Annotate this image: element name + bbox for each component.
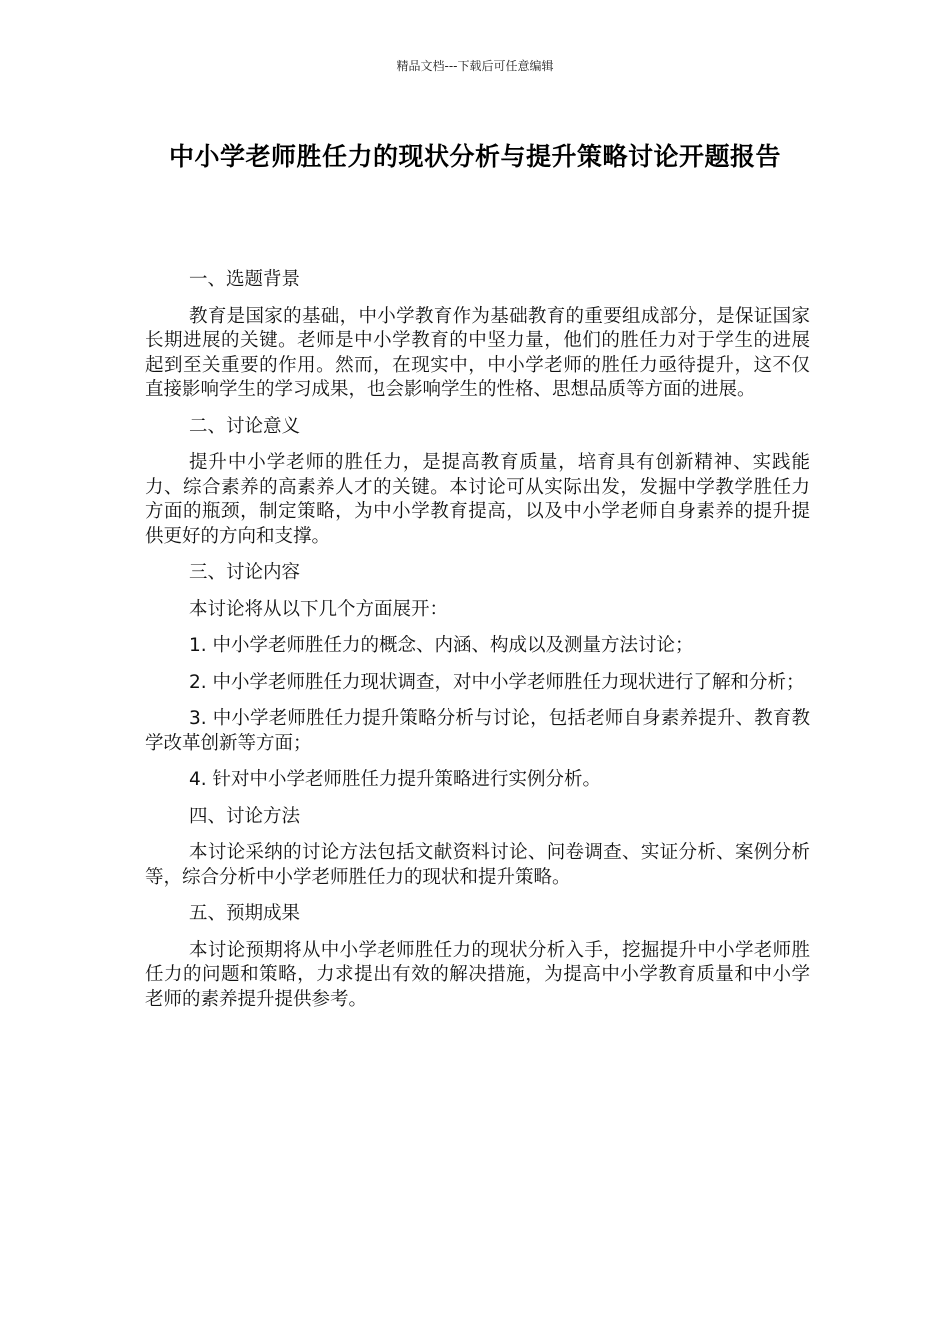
page-header: 精品文档---下载后可任意编辑 bbox=[396, 59, 554, 73]
list-item-2: 2. 中小学老师胜任力现状调查，对中小学老师胜任力现状进行了解和分析； bbox=[189, 671, 805, 693]
paragraph-background: 教育是国家的基础，中小学教育作为基础教育的重要组成部分，是保证国家长期进展的关键。老师是中小学教育的中坚力量，他们的胜任力对于学生的进展起到至关重要的作用。然而，在现实中，中小学老师的胜任力亟待提升，这不仅直接影响学生的学习成果，也会影响学生的性格、思想品质等方面的进展。 bbox=[145, 305, 810, 400]
paragraph-significance: 提升中小学老师的胜任力，是提高教育质量，培育具有创新精神、实践能力、综合素养的高素养人才的关键。本讨论可从实际出发，发掘中学教学胜任力方面的瓶颈，制定策略，为中小学教育提高，以及中小学老师自身素养的提升提供更好的方向和支撑。 bbox=[145, 452, 810, 547]
paragraph-methods: 本讨论采纳的讨论方法包括文献资料讨论、问卷调查、实证分析、案例分析等，综合分析中小学老师胜任力的现状和提升策略。 bbox=[145, 842, 810, 888]
document-title: 中小学老师胜任力的现状分析与提升策略讨论开题报告 bbox=[168, 142, 781, 171]
section-heading-significance: 二、讨论意义 bbox=[189, 415, 301, 437]
paragraph-content-intro: 本讨论将从以下几个方面展开： bbox=[189, 598, 449, 620]
paragraph-outcomes: 本讨论预期将从中小学老师胜任力的现状分析入手，挖掘提升中小学老师胜任力的问题和策略，力求提出有效的解决措施，为提高中小学教育质量和中小学老师的素养提升提供参考。 bbox=[145, 939, 810, 1010]
section-heading-background: 一、选题背景 bbox=[189, 269, 301, 290]
list-item-4: 4. 针对中小学老师胜任力提升策略进行实例分析。 bbox=[189, 769, 602, 790]
section-heading-methods: 四、讨论方法 bbox=[189, 805, 301, 827]
section-heading-outcomes: 五、预期成果 bbox=[189, 903, 301, 924]
list-item-3: 3. 中小学老师胜任力提升策略分析与讨论，包括老师自身素养提升、教育教学改革创新等方面； bbox=[145, 708, 810, 754]
section-heading-content: 三、讨论内容 bbox=[189, 562, 301, 583]
document-body bbox=[145, 268, 810, 1024]
list-item-1: 1. 中小学老师胜任力的概念、内涵、构成以及测量方法讨论； bbox=[189, 635, 694, 656]
